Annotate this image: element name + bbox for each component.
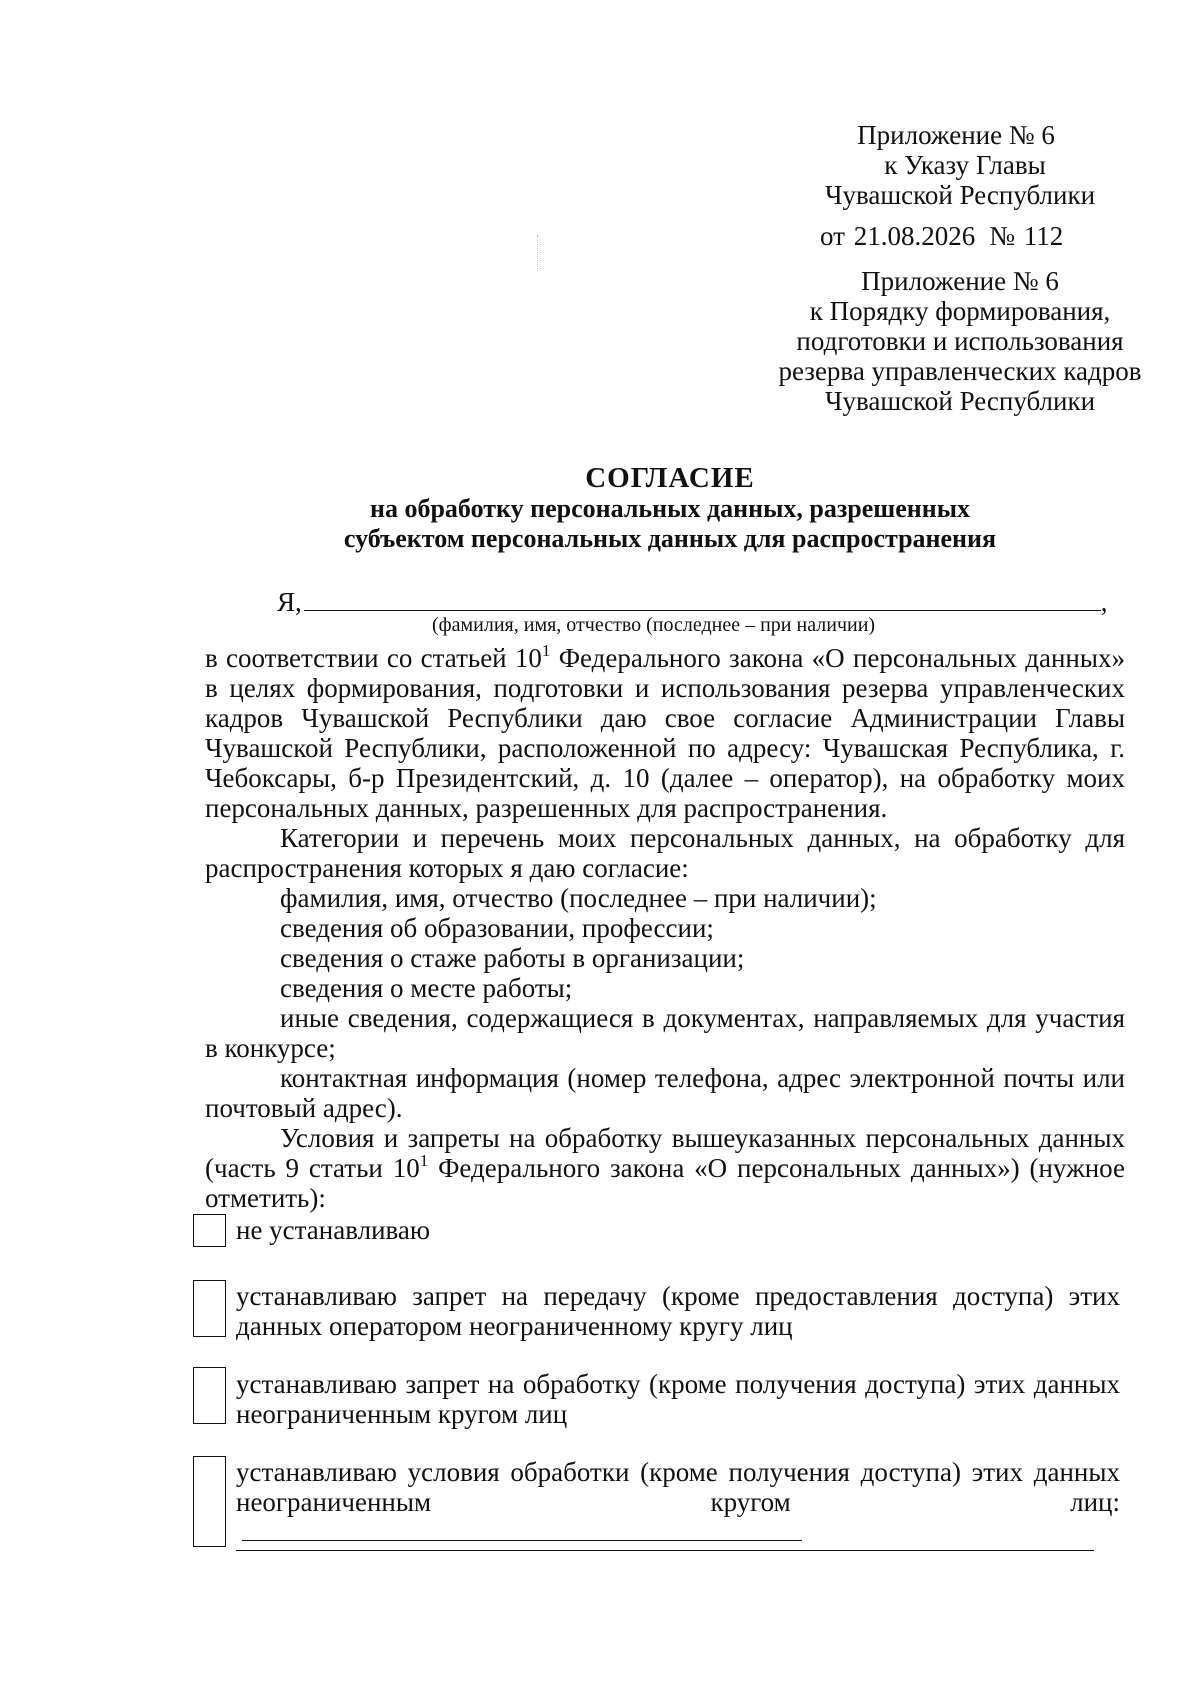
article-superscript: 1 [541,641,551,660]
appendix-order-header [750,266,1170,416]
paragraph-conditions-part2: Федерального закона «О персональных данных») (нужное отметить): [205,1153,1125,1213]
title-main: СОГЛАСИЕ [585,462,755,494]
appendix-decree-header [775,120,1155,210]
decree-reference [820,221,1063,251]
paragraph-categories: Категории и перечень моих персональных данных, на обработку для распространения которых я даю согласие: [205,823,1125,883]
title-subtitle-1: на обработку персональных данных, разрешенных [369,494,971,523]
document-title [130,462,1200,554]
option-checkbox-transfer-ban[interactable] [193,1280,226,1337]
paragraph-conditions [205,1123,1125,1213]
option-checkbox-conditions[interactable] [193,1456,226,1547]
list-item: сведения о стаже работы в организации; [280,943,745,973]
declarant-suffix: , [1100,587,1108,617]
decree-date: от 21.08.2026 [820,221,976,251]
appendix-order-line: резерва управленческих кадров [778,356,1142,386]
list-item: контактная информация (номер телефона, адрес электронной почты или почтовый адрес). [205,1063,1125,1123]
conditions-input-line-2[interactable] [236,1550,1094,1551]
declarant-name-field[interactable] [304,586,1101,611]
appendix-order-line: подготовки и использования [796,326,1124,356]
appendix-order-line: к Порядку формирования, [809,296,1111,326]
article-superscript: 1 [419,1151,429,1170]
list-item: сведения о месте работы; [280,973,573,1003]
option-label-processing-ban: устанавливаю запрет на обработку (кроме получения доступа) этих данных неограниченным кругом лиц [236,1369,1120,1429]
consent-body [205,643,1125,1213]
paragraph-consent [205,643,1125,823]
scan-artifact-mark [537,235,539,271]
title-subtitle-2: субъектом персональных данных для распространения [343,524,997,553]
list-item: фамилия, имя, отчество (последнее – при наличии); [280,883,877,913]
paragraph-consent-part2: Федерального закона «О персональных данных» в целях формирования, подготовки и использования резерва управленческих кадров Чувашской Республики даю свое согласие Администрации Главы Чувашской Республики, расположенной по адресу: Чувашская Республика, г. Чебоксары, б-р Президентский, д. 10 (далее – оператор), на обработку моих персональных данных, разрешенных для распространения. [205,643,1125,823]
declarant-prefix: Я, [277,587,302,617]
option-conditions [236,1457,1120,1547]
paragraph-conditions-part1: Условия и запреты на обработку вышеуказанных персональных данных (часть 9 статьи 10 [205,1123,1125,1183]
option-label-none: не устанавливаю [236,1215,431,1245]
declarant-line [277,586,1108,617]
appendix-decree-line3: Чувашской Республики [824,180,1096,210]
option-checkbox-none[interactable] [193,1214,226,1247]
list-item: сведения об образовании, профессии; [280,913,714,943]
conditions-input-line[interactable] [242,1518,802,1541]
appendix-order-line: Приложение № 6 [861,266,1059,296]
option-label-transfer-ban: устанавливаю запрет на передачу (кроме предоставления доступа) этих данных оператором неограниченному кругу лиц [236,1281,1120,1341]
appendix-order-line: Чувашской Республики [824,386,1096,416]
declarant-caption: (фамилия, имя, отчество (последнее – при наличии) [432,614,876,636]
option-label-conditions: устанавливаю условия обработки (кроме получения доступа) этих данных неограниченным кругом лиц: [236,1457,1120,1517]
decree-number: № 112 [989,221,1064,251]
list-item: иные сведения, содержащиеся в документах, направляемых для участия в конкурсе; [205,1003,1125,1063]
paragraph-consent-part1: в соответствии со статьей 10 [205,643,542,673]
appendix-decree-line2: к Указу Главы [884,150,1046,180]
appendix-decree-line1: Приложение № 6 [857,120,1055,150]
option-checkbox-processing-ban[interactable] [193,1367,226,1424]
